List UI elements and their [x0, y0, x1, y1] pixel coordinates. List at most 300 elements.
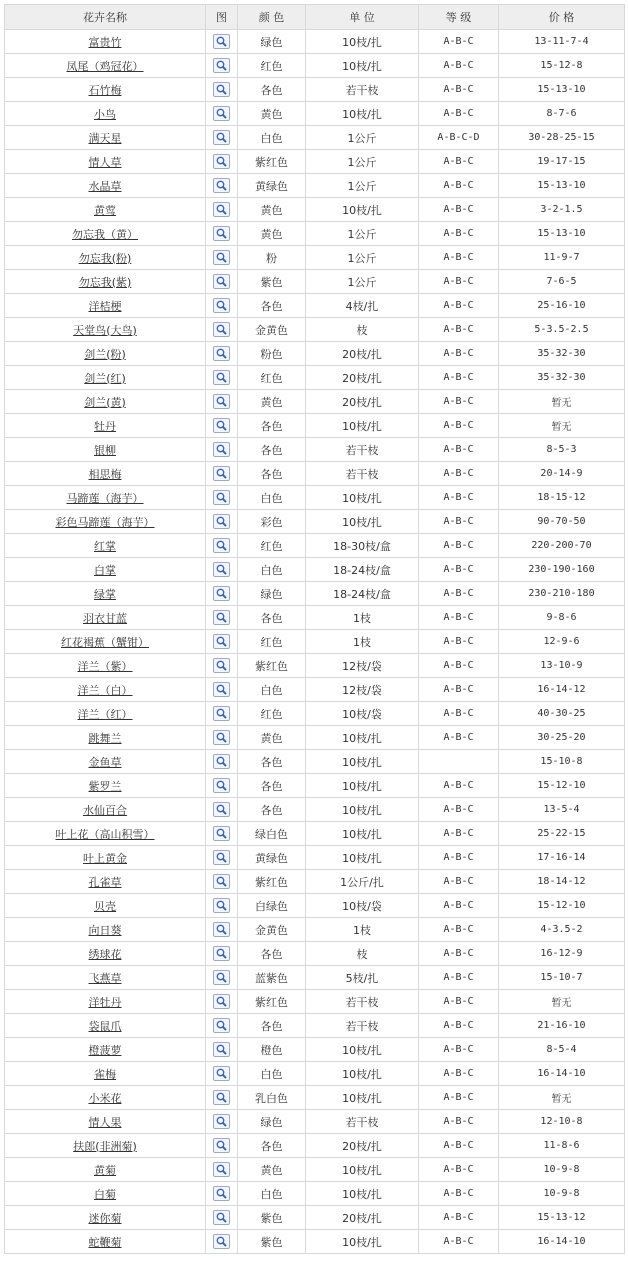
- flower-name-link[interactable]: 黄菊: [94, 1163, 116, 1177]
- flower-name-link[interactable]: 贝壳: [94, 899, 116, 913]
- flower-name-link[interactable]: 黄莺: [94, 203, 116, 217]
- flower-name-cell: [5, 558, 206, 582]
- flower-name-cell: [5, 606, 206, 630]
- table-row: [5, 246, 625, 270]
- unit-cell: 1枝: [306, 606, 419, 630]
- flower-name-link[interactable]: 紫罗兰: [88, 779, 122, 793]
- magnifier-icon[interactable]: [213, 562, 230, 577]
- color-cell: 各色: [238, 438, 306, 462]
- table-row: [5, 390, 625, 414]
- image-cell: [206, 246, 238, 270]
- table-row: [5, 1086, 625, 1110]
- table-row: [5, 270, 625, 294]
- unit-cell: 10枝/扎: [306, 1038, 419, 1062]
- price-cell: 18-14-12: [499, 870, 625, 894]
- color-cell: 金黄色: [238, 318, 306, 342]
- image-cell: [206, 1134, 238, 1158]
- flower-name-link[interactable]: 剑兰(黄): [84, 395, 126, 409]
- image-cell: [206, 150, 238, 174]
- color-cell: 白绿色: [238, 894, 306, 918]
- magnifier-icon[interactable]: [213, 178, 230, 193]
- color-cell: 各色: [238, 942, 306, 966]
- magnifier-icon[interactable]: [213, 1162, 230, 1177]
- magnifier-icon[interactable]: [213, 466, 230, 481]
- flower-name-cell: [5, 414, 206, 438]
- table-row: [5, 510, 625, 534]
- grade-cell: A-B-C: [419, 990, 499, 1014]
- flower-name-link[interactable]: 跳舞兰: [88, 731, 122, 745]
- grade-cell: A-B-C: [419, 342, 499, 366]
- magnifier-icon[interactable]: [213, 226, 230, 241]
- price-cell: 13-5-4: [499, 798, 625, 822]
- flower-name-link[interactable]: 洋兰（紫）: [77, 659, 133, 673]
- image-cell: [206, 510, 238, 534]
- flower-name-cell: [5, 630, 206, 654]
- image-cell: [206, 606, 238, 630]
- grade-cell: A-B-C: [419, 1206, 499, 1230]
- table-row: [5, 1038, 625, 1062]
- image-cell: [206, 702, 238, 726]
- image-cell: [206, 894, 238, 918]
- color-cell: 红色: [238, 54, 306, 78]
- flower-name-link[interactable]: 叶上花（高山积雪）: [55, 827, 155, 841]
- flower-name-link[interactable]: 小米花: [88, 1091, 122, 1105]
- flower-name-link[interactable]: 银柳: [94, 443, 116, 457]
- magnifier-icon[interactable]: [213, 1114, 230, 1129]
- color-cell: 各色: [238, 750, 306, 774]
- unit-cell: 10枝/扎: [306, 198, 419, 222]
- flower-name-cell: [5, 462, 206, 486]
- magnifier-icon[interactable]: [213, 442, 230, 457]
- color-cell: 黄绿色: [238, 846, 306, 870]
- flower-name-link[interactable]: 白掌: [94, 563, 116, 577]
- magnifier-icon[interactable]: [213, 346, 230, 361]
- magnifier-icon[interactable]: [213, 826, 230, 841]
- color-cell: 黄色: [238, 222, 306, 246]
- color-cell: 橙色: [238, 1038, 306, 1062]
- price-cell: 9-8-6: [499, 606, 625, 630]
- grade-cell: A-B-C: [419, 558, 499, 582]
- flower-name-link[interactable]: 红掌: [94, 539, 116, 553]
- table-row: [5, 318, 625, 342]
- grade-cell: A-B-C: [419, 486, 499, 510]
- image-cell: [206, 1086, 238, 1110]
- flower-name-cell: [5, 126, 206, 150]
- grade-cell: A-B-C: [419, 774, 499, 798]
- grade-cell: A-B-C: [419, 726, 499, 750]
- table-row: [5, 798, 625, 822]
- table-row: [5, 150, 625, 174]
- magnifier-icon[interactable]: [213, 1138, 230, 1153]
- magnifier-icon[interactable]: [213, 154, 230, 169]
- unit-cell: 枝: [306, 318, 419, 342]
- image-cell: [206, 870, 238, 894]
- magnifier-icon[interactable]: [213, 1186, 230, 1201]
- magnifier-icon[interactable]: [213, 82, 230, 97]
- grade-cell: A-B-C: [419, 894, 499, 918]
- flower-name-link[interactable]: 牡丹: [94, 419, 116, 433]
- flower-name-cell: [5, 294, 206, 318]
- magnifier-icon[interactable]: [213, 730, 230, 745]
- table-row: [5, 870, 625, 894]
- color-cell: 黄色: [238, 1158, 306, 1182]
- grade-cell: A-B-C: [419, 1086, 499, 1110]
- unit-cell: 10枝/扎: [306, 846, 419, 870]
- table-row: [5, 774, 625, 798]
- flower-name-link[interactable]: 富贵竹: [88, 35, 122, 49]
- color-cell: 红色: [238, 366, 306, 390]
- flower-name-cell: [5, 1206, 206, 1230]
- flower-name-link[interactable]: 蛇鞭菊: [88, 1235, 122, 1249]
- header-image: 图: [206, 5, 238, 30]
- unit-cell: 10枝/袋: [306, 702, 419, 726]
- magnifier-icon[interactable]: [213, 634, 230, 649]
- flower-name-link[interactable]: 白菊: [94, 1187, 116, 1201]
- flower-name-link[interactable]: 叶上黄金: [83, 851, 127, 865]
- grade-cell: A-B-C: [419, 462, 499, 486]
- price-cell: 15-13-12: [499, 1206, 625, 1230]
- magnifier-icon[interactable]: [213, 514, 230, 529]
- flower-name-link[interactable]: 剑兰(粉): [84, 347, 126, 361]
- grade-cell: A-B-C: [419, 942, 499, 966]
- grade-cell: A-B-C: [419, 390, 499, 414]
- price-cell: 7-6-5: [499, 270, 625, 294]
- flower-name-cell: [5, 150, 206, 174]
- color-cell: 红色: [238, 630, 306, 654]
- price-cell: 16-12-9: [499, 942, 625, 966]
- flower-name-link[interactable]: 相思梅: [88, 467, 122, 481]
- color-cell: 绿色: [238, 1110, 306, 1134]
- unit-cell: 10枝/扎: [306, 414, 419, 438]
- price-cell: 16-14-10: [499, 1062, 625, 1086]
- unit-cell: 1公斤: [306, 246, 419, 270]
- grade-cell: A-B-C: [419, 294, 499, 318]
- flower-name-link[interactable]: 小鸟: [94, 107, 116, 121]
- flower-name-link[interactable]: 凤尾（鸡冠花）: [66, 59, 144, 73]
- magnifier-icon[interactable]: [213, 58, 230, 73]
- flower-name-link[interactable]: 洋兰（红）: [77, 707, 133, 721]
- magnifier-icon[interactable]: [213, 538, 230, 553]
- grade-cell: A-B-C: [419, 846, 499, 870]
- magnifier-icon[interactable]: [213, 898, 230, 913]
- price-cell: 230-190-160: [499, 558, 625, 582]
- image-cell: [206, 558, 238, 582]
- unit-cell: 20枝/扎: [306, 342, 419, 366]
- price-cell: 暂无: [499, 1086, 625, 1110]
- image-cell: [206, 726, 238, 750]
- table-row: [5, 1230, 625, 1254]
- flower-name-link[interactable]: 洋兰（白）: [77, 683, 133, 697]
- flower-name-link[interactable]: 满天星: [88, 131, 122, 145]
- color-cell: 紫红色: [238, 870, 306, 894]
- table-row: [5, 126, 625, 150]
- flower-name-link[interactable]: 孔雀草: [88, 875, 122, 889]
- flower-name-cell: [5, 30, 206, 54]
- magnifier-icon[interactable]: [213, 610, 230, 625]
- magnifier-icon[interactable]: [213, 1210, 230, 1225]
- unit-cell: 若干枝: [306, 990, 419, 1014]
- flower-name-link[interactable]: 洋牡丹: [88, 995, 122, 1009]
- table-row: [5, 534, 625, 558]
- grade-cell: A-B-C: [419, 822, 499, 846]
- flower-name-link[interactable]: 水仙百合: [83, 803, 127, 817]
- price-cell: 13-10-9: [499, 654, 625, 678]
- table-row: [5, 342, 625, 366]
- unit-cell: 若干枝: [306, 462, 419, 486]
- flower-name-cell: [5, 246, 206, 270]
- price-cell: 暂无: [499, 390, 625, 414]
- color-cell: 紫色: [238, 1230, 306, 1254]
- color-cell: 各色: [238, 1014, 306, 1038]
- unit-cell: 10枝/扎: [306, 1182, 419, 1206]
- color-cell: 白色: [238, 126, 306, 150]
- image-cell: [206, 990, 238, 1014]
- color-cell: 各色: [238, 294, 306, 318]
- flower-name-link[interactable]: 绣球花: [88, 947, 122, 961]
- grade-cell: A-B-C: [419, 534, 499, 558]
- magnifier-icon[interactable]: [213, 706, 230, 721]
- unit-cell: 1枝: [306, 918, 419, 942]
- price-cell: 16-14-10: [499, 1230, 625, 1254]
- flower-name-link[interactable]: 袋鼠爪: [88, 1019, 122, 1033]
- table-row: [5, 198, 625, 222]
- table-row: [5, 222, 625, 246]
- magnifier-icon[interactable]: [213, 970, 230, 985]
- grade-cell: A-B-C: [419, 174, 499, 198]
- flower-name-cell: [5, 1230, 206, 1254]
- magnifier-icon[interactable]: [213, 370, 230, 385]
- color-cell: 紫红色: [238, 654, 306, 678]
- color-cell: 黄绿色: [238, 174, 306, 198]
- flower-name-cell: [5, 78, 206, 102]
- flower-name-link[interactable]: 向日葵: [88, 923, 122, 937]
- color-cell: 白色: [238, 558, 306, 582]
- flower-name-link[interactable]: 绿掌: [94, 587, 116, 601]
- color-cell: 绿色: [238, 582, 306, 606]
- color-cell: 乳白色: [238, 1086, 306, 1110]
- flower-name-cell: [5, 678, 206, 702]
- magnifier-icon[interactable]: [213, 322, 230, 337]
- price-cell: 12-10-8: [499, 1110, 625, 1134]
- price-cell: 10-9-8: [499, 1158, 625, 1182]
- flower-name-link[interactable]: 橙菠萝: [88, 1043, 122, 1057]
- flower-name-cell: [5, 798, 206, 822]
- magnifier-icon[interactable]: [213, 682, 230, 697]
- grade-cell: A-B-C: [419, 798, 499, 822]
- flower-name-cell: [5, 438, 206, 462]
- grade-cell: A-B-C: [419, 78, 499, 102]
- price-cell: 15-12-10: [499, 894, 625, 918]
- image-cell: [206, 414, 238, 438]
- table-row: [5, 822, 625, 846]
- flower-name-link[interactable]: 剑兰(红): [84, 371, 126, 385]
- image-cell: [206, 1038, 238, 1062]
- magnifier-icon[interactable]: [213, 34, 230, 49]
- grade-cell: A-B-C: [419, 102, 499, 126]
- unit-cell: 10枝/扎: [306, 726, 419, 750]
- magnifier-icon[interactable]: [213, 658, 230, 673]
- magnifier-icon[interactable]: [213, 994, 230, 1009]
- magnifier-icon[interactable]: [213, 1042, 230, 1057]
- table-row: [5, 414, 625, 438]
- magnifier-icon[interactable]: [213, 778, 230, 793]
- flower-name-link[interactable]: 石竹梅: [88, 83, 122, 97]
- flower-name-link[interactable]: 勿忘我(粉): [78, 251, 132, 265]
- flower-name-link[interactable]: 羽衣甘蓝: [83, 611, 127, 625]
- flower-name-link[interactable]: 勿忘我（黄）: [72, 227, 138, 241]
- unit-cell: 枝: [306, 942, 419, 966]
- image-cell: [206, 750, 238, 774]
- flower-name-link[interactable]: 飞燕草: [88, 971, 122, 985]
- flower-name-cell: [5, 870, 206, 894]
- magnifier-icon[interactable]: [213, 418, 230, 433]
- flower-name-cell: [5, 222, 206, 246]
- price-cell: 暂无: [499, 414, 625, 438]
- unit-cell: 20枝/扎: [306, 1134, 419, 1158]
- flower-name-link[interactable]: 情人果: [88, 1115, 122, 1129]
- grade-cell: A-B-C: [419, 870, 499, 894]
- flower-name-link[interactable]: 洋桔梗: [88, 299, 122, 313]
- unit-cell: 18-24枝/盒: [306, 558, 419, 582]
- magnifier-icon[interactable]: [213, 802, 230, 817]
- flower-name-cell: [5, 270, 206, 294]
- table-row: [5, 1158, 625, 1182]
- grade-cell: A-B-C: [419, 918, 499, 942]
- unit-cell: 10枝/扎: [306, 1086, 419, 1110]
- image-cell: [206, 678, 238, 702]
- magnifier-icon[interactable]: [213, 922, 230, 937]
- magnifier-icon[interactable]: [213, 298, 230, 313]
- grade-cell: A-B-C: [419, 198, 499, 222]
- image-cell: [206, 390, 238, 414]
- flower-name-cell: [5, 942, 206, 966]
- magnifier-icon[interactable]: [213, 394, 230, 409]
- magnifier-icon[interactable]: [213, 850, 230, 865]
- magnifier-icon[interactable]: [213, 874, 230, 889]
- header-color: 颜 色: [238, 5, 306, 30]
- table-row: [5, 726, 625, 750]
- flower-name-cell: [5, 1110, 206, 1134]
- image-cell: [206, 438, 238, 462]
- price-cell: 20-14-9: [499, 462, 625, 486]
- image-cell: [206, 822, 238, 846]
- color-cell: 黄色: [238, 102, 306, 126]
- magnifier-icon[interactable]: [213, 586, 230, 601]
- magnifier-icon[interactable]: [213, 202, 230, 217]
- flower-name-cell: [5, 342, 206, 366]
- image-cell: [206, 1206, 238, 1230]
- flower-name-link[interactable]: 雀梅: [94, 1067, 116, 1081]
- color-cell: 黄色: [238, 390, 306, 414]
- magnifier-icon[interactable]: [213, 274, 230, 289]
- image-cell: [206, 1014, 238, 1038]
- table-row: [5, 582, 625, 606]
- flower-name-cell: [5, 174, 206, 198]
- color-cell: 粉: [238, 246, 306, 270]
- unit-cell: 若干枝: [306, 438, 419, 462]
- table-row: [5, 54, 625, 78]
- unit-cell: 18-24枝/盒: [306, 582, 419, 606]
- magnifier-icon[interactable]: [213, 250, 230, 265]
- color-cell: 白色: [238, 678, 306, 702]
- flower-name-link[interactable]: 勿忘我(紫): [78, 275, 132, 289]
- flower-name-link[interactable]: 马蹄莲（海芋）: [66, 491, 144, 505]
- flower-name-cell: [5, 534, 206, 558]
- flower-name-cell: [5, 750, 206, 774]
- color-cell: 紫红色: [238, 990, 306, 1014]
- image-cell: [206, 270, 238, 294]
- grade-cell: A-B-C: [419, 246, 499, 270]
- magnifier-icon[interactable]: [213, 754, 230, 769]
- magnifier-icon[interactable]: [213, 1234, 230, 1249]
- flower-name-cell: [5, 894, 206, 918]
- unit-cell: 4枝/扎: [306, 294, 419, 318]
- magnifier-icon[interactable]: [213, 946, 230, 961]
- flower-name-link[interactable]: 彩色马蹄莲（海芋）: [55, 515, 155, 529]
- image-cell: [206, 1062, 238, 1086]
- flower-name-cell: [5, 1062, 206, 1086]
- magnifier-icon[interactable]: [213, 130, 230, 145]
- grade-cell: A-B-C: [419, 510, 499, 534]
- flower-name-link[interactable]: 水晶草: [88, 179, 122, 193]
- magnifier-icon[interactable]: [213, 106, 230, 121]
- image-cell: [206, 342, 238, 366]
- table-row: [5, 678, 625, 702]
- magnifier-icon[interactable]: [213, 490, 230, 505]
- table-row: [5, 630, 625, 654]
- flower-name-link[interactable]: 天堂鸟(大鸟): [73, 323, 137, 337]
- grade-cell: A-B-C: [419, 438, 499, 462]
- unit-cell: 1公斤: [306, 150, 419, 174]
- image-cell: [206, 318, 238, 342]
- magnifier-icon[interactable]: [213, 1018, 230, 1033]
- flower-name-cell: [5, 318, 206, 342]
- price-cell: 15-10-8: [499, 750, 625, 774]
- grade-cell: A-B-C: [419, 582, 499, 606]
- unit-cell: 1公斤: [306, 174, 419, 198]
- magnifier-icon[interactable]: [213, 1066, 230, 1081]
- flower-name-link[interactable]: 扶郎(非洲菊): [73, 1139, 137, 1153]
- flower-name-link[interactable]: 情人草: [88, 155, 122, 169]
- unit-cell: 5枝/扎: [306, 966, 419, 990]
- price-cell: 35-32-30: [499, 342, 625, 366]
- image-cell: [206, 918, 238, 942]
- price-cell: 8-5-3: [499, 438, 625, 462]
- unit-cell: 若干枝: [306, 1110, 419, 1134]
- price-cell: 5-3.5-2.5: [499, 318, 625, 342]
- table-row: [5, 1206, 625, 1230]
- flower-name-link[interactable]: 红花褐蕉（蟹钳）: [61, 635, 149, 649]
- flower-name-link[interactable]: 迷你菊: [88, 1211, 122, 1225]
- flower-name-cell: [5, 1014, 206, 1038]
- flower-name-cell: [5, 918, 206, 942]
- magnifier-icon[interactable]: [213, 1090, 230, 1105]
- price-cell: 11-8-6: [499, 1134, 625, 1158]
- price-cell: 13-11-7-4: [499, 30, 625, 54]
- price-cell: 3-2-1.5: [499, 198, 625, 222]
- unit-cell: 1公斤: [306, 222, 419, 246]
- color-cell: 紫红色: [238, 150, 306, 174]
- grade-cell: A-B-C: [419, 1230, 499, 1254]
- image-cell: [206, 798, 238, 822]
- flower-name-cell: [5, 846, 206, 870]
- flower-name-link[interactable]: 金鱼草: [88, 755, 122, 769]
- header-grade: 等 级: [419, 5, 499, 30]
- price-cell: 暂无: [499, 990, 625, 1014]
- flower-name-cell: [5, 366, 206, 390]
- table-row: [5, 750, 625, 774]
- image-cell: [206, 174, 238, 198]
